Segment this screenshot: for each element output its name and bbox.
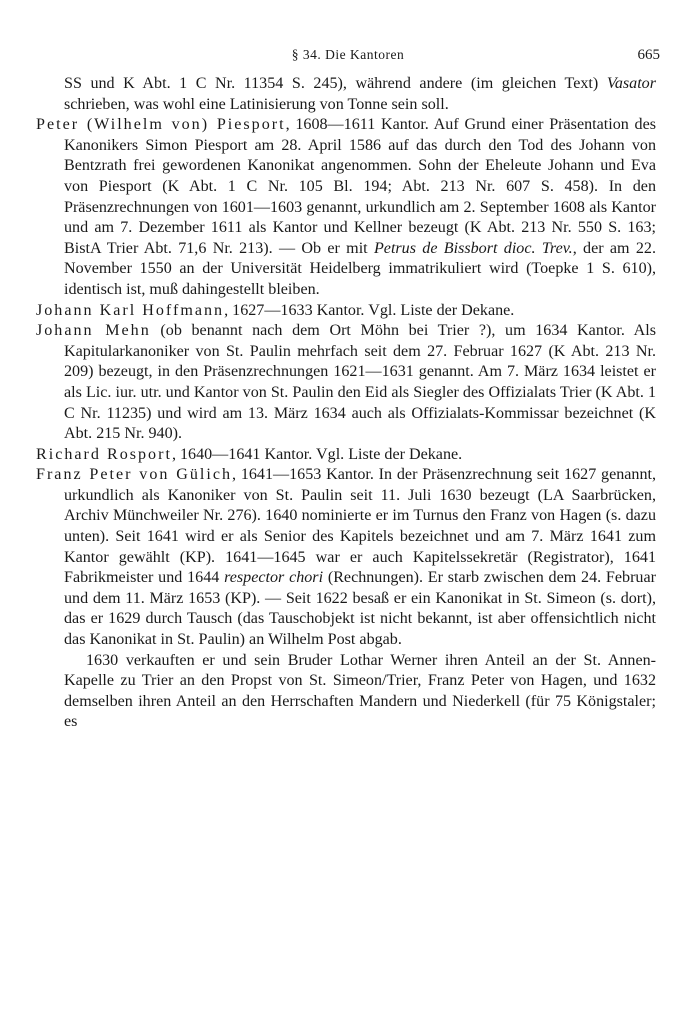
running-header bbox=[36, 47, 660, 67]
continuation-text: SS und K Abt. 1 C Nr. 11354 S. 245), während andere (im gleichen Text) bbox=[64, 75, 607, 92]
entry-name: Johann Karl Hoffmann bbox=[36, 301, 225, 319]
italic-term: Vasator bbox=[606, 75, 656, 92]
entry-hoffmann bbox=[36, 301, 656, 322]
entry-rosport bbox=[36, 445, 656, 466]
entry-text: (ob benannt nach dem Ort Möhn bei Trier ?), um 1634 Kantor. Als Kapitularkanoniker von St. Paulin mehrfach seit dem 27. Februar 1627 (K Abt. 213 Nr. 209) bezeugt, in den Präsenzrechnungen 1621—1631 genannt. Am 7. März 1634 leistet er als Lic. iur. utr. und Kantor von St. Paulin den Eid als Siegler des Offizialats Trier (K Abt. 1 C Nr. 11235) und wird am 13. März 1634 auch als Offizialats-Kommissar bezeichnet (K Abt. 215 Nr. 940). bbox=[64, 322, 656, 443]
page-number: 665 bbox=[637, 47, 660, 63]
entry-guelich bbox=[36, 465, 656, 650]
entry-text: , 1640—1641 Kantor. Vgl. Liste der Dekane. bbox=[171, 445, 463, 463]
entry-name: Peter (Wilhelm von) Piesport bbox=[36, 116, 286, 134]
running-title: § 34. Die Kantoren bbox=[291, 47, 405, 62]
italic-term: respector chori bbox=[224, 569, 324, 587]
continuation-paragraph bbox=[36, 74, 656, 115]
italic-term: Petrus de Bissbort dioc. Trev. bbox=[373, 239, 573, 257]
body-text bbox=[36, 74, 656, 733]
entry-piesport bbox=[36, 115, 656, 300]
entry-text-after: (Rechnungen). Er starb zwischen dem 24. Februar und dem 11. März 1653 (KP). — Seit 1622 besaß er ein Kanonikat in St. Simeon (s. dort), das er 1629 durch Tausch (das Tauschobjekt ist nicht bekannt, ist aber offensichtlich nicht das Kanonikat in St. Paulin) an Wilhelm Post abgab. bbox=[64, 569, 656, 649]
entry-name: Franz Peter von Gülich bbox=[36, 466, 233, 484]
entry-text: , 1641—1653 Kantor. In der Präsenzrechnung seit 1627 genannt, urkundlich als Kanoniker von St. Paulin seit 11. Juli 1630 bezeugt (LA Saarbrücken, Archiv Münchweiler Nr. 276). 1640 nominierte er im Turnus den Franz von Hagen (s. dazu unten). Seit 1641 wird er als Senior des Kapitels bezeichnet und am 7. März 1641 zum Kantor gewählt (KP). 1641—1645 war er auch Kapitelssekretär (Registrator), 1641 Fabrikmeister und 1644 bbox=[64, 466, 656, 587]
entry-text: , 1627—1633 Kantor. Vgl. Liste der Dekane. bbox=[224, 301, 515, 319]
entry-name: Johann Mehn bbox=[36, 322, 151, 340]
entry-text-after: , der am 22. November 1550 an der Universität Heidelberg immatrikuliert wird (Toepke 1 S. 610), identisch ist, muß dahingestellt bleiben. bbox=[64, 239, 656, 298]
final-paragraph: 1630 verkauften er und sein Bruder Lothar Werner ihren Anteil an der St. Annen-Kapelle zu Trier an den Propst von St. Simeon/Trier, Franz Peter von Hagen, und 1632 demselben ihren Anteil an den Herrschaften Mandern und Niederkell (für 75 Königstaler; es bbox=[64, 651, 656, 731]
entry-text: , 1608—1611 Kantor. Auf Grund einer Präsentation des Kanonikers Simon Piesport am 28. April 1586 auf das durch den Tod des Johann von Bentzrath frei gewordenen Kanonikat angenommen. Sohn der Eheleute Johann und Eva von Piesport (K Abt. 1 C Nr. 105 Bl. 194; Abt. 213 Nr. 607 S. 458). In den Präsenzrechnungen von 1601—1603 genannt, urkundlich am 2. September 1608 als Kantor und am 7. Dezember 1611 als Kantor und Kellner bezeugt (K Abt. 213 Nr. 550 S. 163; BistA Trier Abt. 71,6 Nr. 213). — Ob er mit bbox=[64, 116, 656, 257]
entry-mehn bbox=[36, 321, 656, 445]
continuation-text-after: schrieben, was wohl eine Latinisierung von Tonne sein soll. bbox=[64, 95, 449, 113]
entry-name: Richard Rosport bbox=[36, 445, 172, 463]
